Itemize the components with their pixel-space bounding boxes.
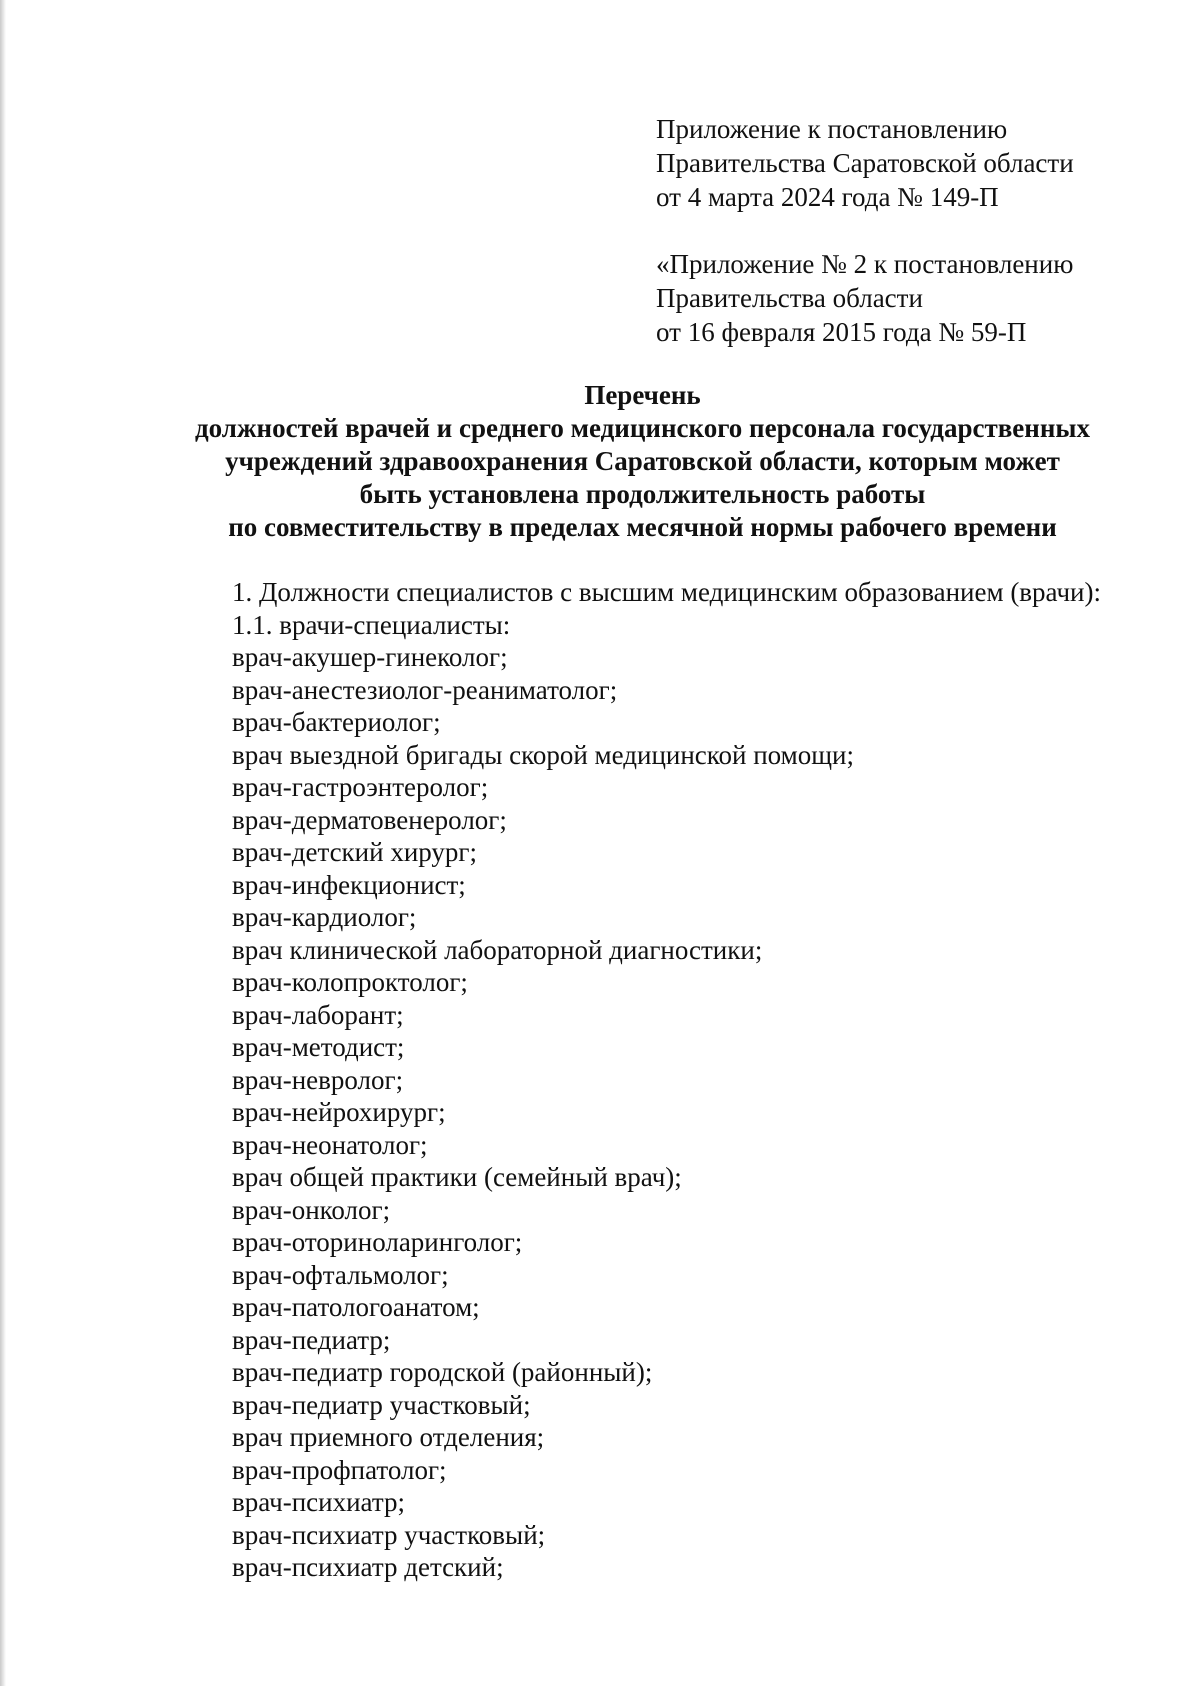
title-line: быть установлена продолжительность работы xyxy=(359,479,926,509)
list-item: врач-патологоанатом; xyxy=(232,1292,480,1322)
list-item: врач-детский хирург; xyxy=(232,837,477,867)
scan-edge xyxy=(0,0,6,1686)
subsection-heading: 1.1. врачи-специалисты: xyxy=(232,609,511,640)
list-item: врач-гастроэнтеролог; xyxy=(232,772,489,802)
list-item: врач клинической лабораторной диагностики; xyxy=(232,934,763,965)
list-item: врач общей практики (семейный врач); xyxy=(232,1162,682,1192)
list-item: врач приемного отделения; xyxy=(232,1422,545,1452)
appendix-header xyxy=(656,112,1176,349)
list-item: врач-психиатр; xyxy=(232,1487,405,1517)
list-item: врач-нейрохирург; xyxy=(232,1097,446,1127)
list-item: врач-инфекционист; xyxy=(232,869,466,900)
list-item: врач-акушер-гинеколог; xyxy=(232,642,508,672)
list-item: врач-педиатр; xyxy=(232,1324,391,1355)
list-item: врач-лаборант; xyxy=(232,999,404,1030)
list-item: врач-анестезиолог-реаниматолог; xyxy=(232,674,618,705)
list-item: врач-невролог; xyxy=(232,1064,404,1095)
list-item: врач-педиатр городской (районный); xyxy=(232,1357,653,1387)
list-item: врач-профпатолог; xyxy=(232,1454,447,1485)
section-heading: 1. Должности специалистов с высшим медицинским образованием (врачи): xyxy=(232,577,1101,607)
header-gap xyxy=(656,214,1176,247)
list-item: врач-неонатолог; xyxy=(232,1129,428,1160)
header-line: Приложение к постановлению xyxy=(656,114,1008,144)
list-item: врач-методист; xyxy=(232,1032,405,1062)
title-line: учреждений здравоохранения Саратовской области, которым может xyxy=(225,446,1060,476)
header-line: от 16 февраля 2015 года № 59-П xyxy=(656,317,1027,347)
header-line: Правительства области xyxy=(656,283,923,313)
title-line: Перечень xyxy=(584,380,701,410)
list-item: врач-колопроктолог; xyxy=(232,967,468,997)
header-line: от 4 марта 2024 года № 149-П xyxy=(656,182,999,212)
list-item: врач-педиатр участковый; xyxy=(232,1389,531,1420)
header-line: Правительства Саратовской области xyxy=(656,148,1074,178)
list-item: врач-офтальмолог; xyxy=(232,1259,449,1290)
title-line: по совместительству в пределах месячной нормы рабочего времени xyxy=(228,512,1057,542)
title-line: должностей врачей и среднего медицинского персонала государственных xyxy=(195,413,1090,443)
list-item: врач-дерматовенеролог; xyxy=(232,804,507,835)
list-item: врач-онколог; xyxy=(232,1194,391,1225)
list-item: врач-психиатр участковый; xyxy=(232,1519,546,1550)
list-item: врач выездной бригады скорой медицинской помощи; xyxy=(232,739,854,770)
document-title xyxy=(40,379,1200,544)
list-item: врач-бактериолог; xyxy=(232,707,441,737)
header-line: «Приложение № 2 к постановлению xyxy=(656,249,1074,279)
list-item: врач-кардиолог; xyxy=(232,902,417,932)
list-item: врач-оториноларинголог; xyxy=(232,1227,523,1257)
positions-list xyxy=(232,576,1172,1584)
list-item: врач-психиатр детский; xyxy=(232,1552,504,1582)
